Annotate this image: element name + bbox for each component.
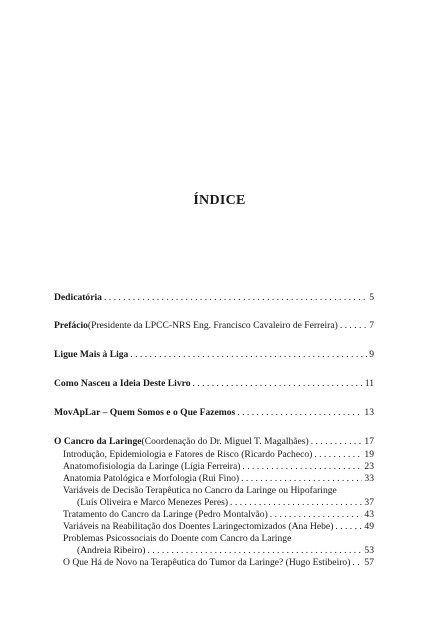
toc-subentry-title: Tratamento do Cancro da Laringe (Pedro Montalvão) (63, 509, 268, 520)
dot-leader (270, 509, 363, 521)
toc-entry-title: O Cancro da Laringe (54, 436, 142, 447)
dot-leader (193, 378, 363, 390)
page-title: ÍNDICE (193, 193, 246, 208)
toc-entry-subtitle: (Coordenação do Dr. Miguel T. Magalhães) (141, 436, 309, 447)
toc-subentry-page: 19 (364, 449, 374, 460)
toc-subentry[interactable] (77, 545, 374, 557)
toc-subentry-title: O Que Há de Novo na Terapêutica do Tumor da Laringe? (Hugo Estibeiro) (63, 557, 351, 568)
toc-subentry[interactable] (63, 509, 374, 521)
toc-subentry-page: 43 (364, 509, 374, 520)
toc-subentry-title: Introdução, Epidemiologia e Fatores de Risco (Ricardo Pacheco) (63, 449, 313, 460)
toc-entry-prefacio[interactable] (54, 320, 374, 332)
toc-subentry-title: Anatomia Patológica e Morfologia (Rui Fino) (63, 473, 240, 484)
dot-leader (335, 521, 362, 533)
toc-subentry-page: 57 (364, 557, 374, 568)
toc-entry-ligue[interactable] (54, 349, 374, 361)
dot-leader (147, 545, 362, 557)
toc-subentry-page: 23 (364, 461, 374, 472)
toc-entry-page: 5 (369, 292, 374, 303)
dot-leader (230, 497, 362, 509)
dot-leader (311, 436, 363, 448)
dot-leader (242, 461, 362, 473)
toc-entry-subtitle: (Presidente da LPCC-NRS Eng. Francisco Cavaleiro de Ferreira) (87, 320, 338, 331)
dot-leader (237, 407, 362, 419)
toc-subentry-title: Problemas Psicossociais do Doente com Cancro da Laringe (63, 533, 292, 544)
toc-entry-title: Como Nasceu a Ideia Deste Livro (54, 378, 191, 389)
dot-leader (104, 292, 367, 304)
toc-subentry[interactable] (77, 497, 374, 509)
toc-entry-page: 7 (369, 320, 374, 331)
toc-entry-como-nasceu[interactable] (54, 378, 374, 390)
toc-subentry-page: 37 (364, 497, 374, 508)
toc-entry-movaplar[interactable] (54, 407, 374, 419)
toc-subentry-title: (Luís Oliveira e Marco Menezes Peres) (77, 497, 229, 508)
toc-entry-page: 9 (369, 349, 374, 360)
toc-subentry-page: 53 (364, 545, 374, 556)
toc-entry-cancro[interactable] (54, 436, 374, 448)
toc-entry-title: Prefácio (54, 320, 88, 331)
toc-subentry-page: 33 (364, 473, 374, 484)
dot-leader (352, 557, 362, 569)
toc-entry-title: Ligue Mais à Liga (54, 349, 129, 360)
toc-entry-title: MovApLar – Quem Somos e o Que Fazemos (54, 407, 236, 418)
toc-entry-page: 13 (364, 407, 374, 418)
toc-entry-title: Dedicatória (54, 292, 102, 303)
toc-subentry-page: 49 (364, 521, 374, 532)
toc-subentry[interactable] (63, 461, 374, 473)
dot-leader (241, 473, 362, 485)
toc-subentry[interactable] (63, 557, 374, 569)
toc-subentry-title: Anatomofisiologia da Laringe (Lígia Ferreira) (63, 461, 241, 472)
dot-leader (130, 349, 367, 361)
toc-subentry[interactable] (63, 473, 374, 485)
toc-subentry-title: Variáveis de Decisão Terapêutica no Cancro da Laringe ou Hipofaringe (63, 485, 337, 496)
toc-subentry-title: Variáveis na Reabilitação dos Doentes Laringectomizados (Ana Hebe) (63, 521, 334, 532)
dot-leader (340, 320, 367, 332)
toc-entry-dedicatoria[interactable] (54, 292, 374, 304)
toc-entry-page: 11 (364, 378, 374, 389)
toc-subentry[interactable] (63, 521, 374, 533)
dot-leader (314, 449, 362, 461)
toc-subentry[interactable] (63, 449, 374, 461)
toc-subentry-title: (Andreia Ribeiro) (77, 545, 146, 556)
toc-entry-page: 17 (364, 436, 374, 447)
